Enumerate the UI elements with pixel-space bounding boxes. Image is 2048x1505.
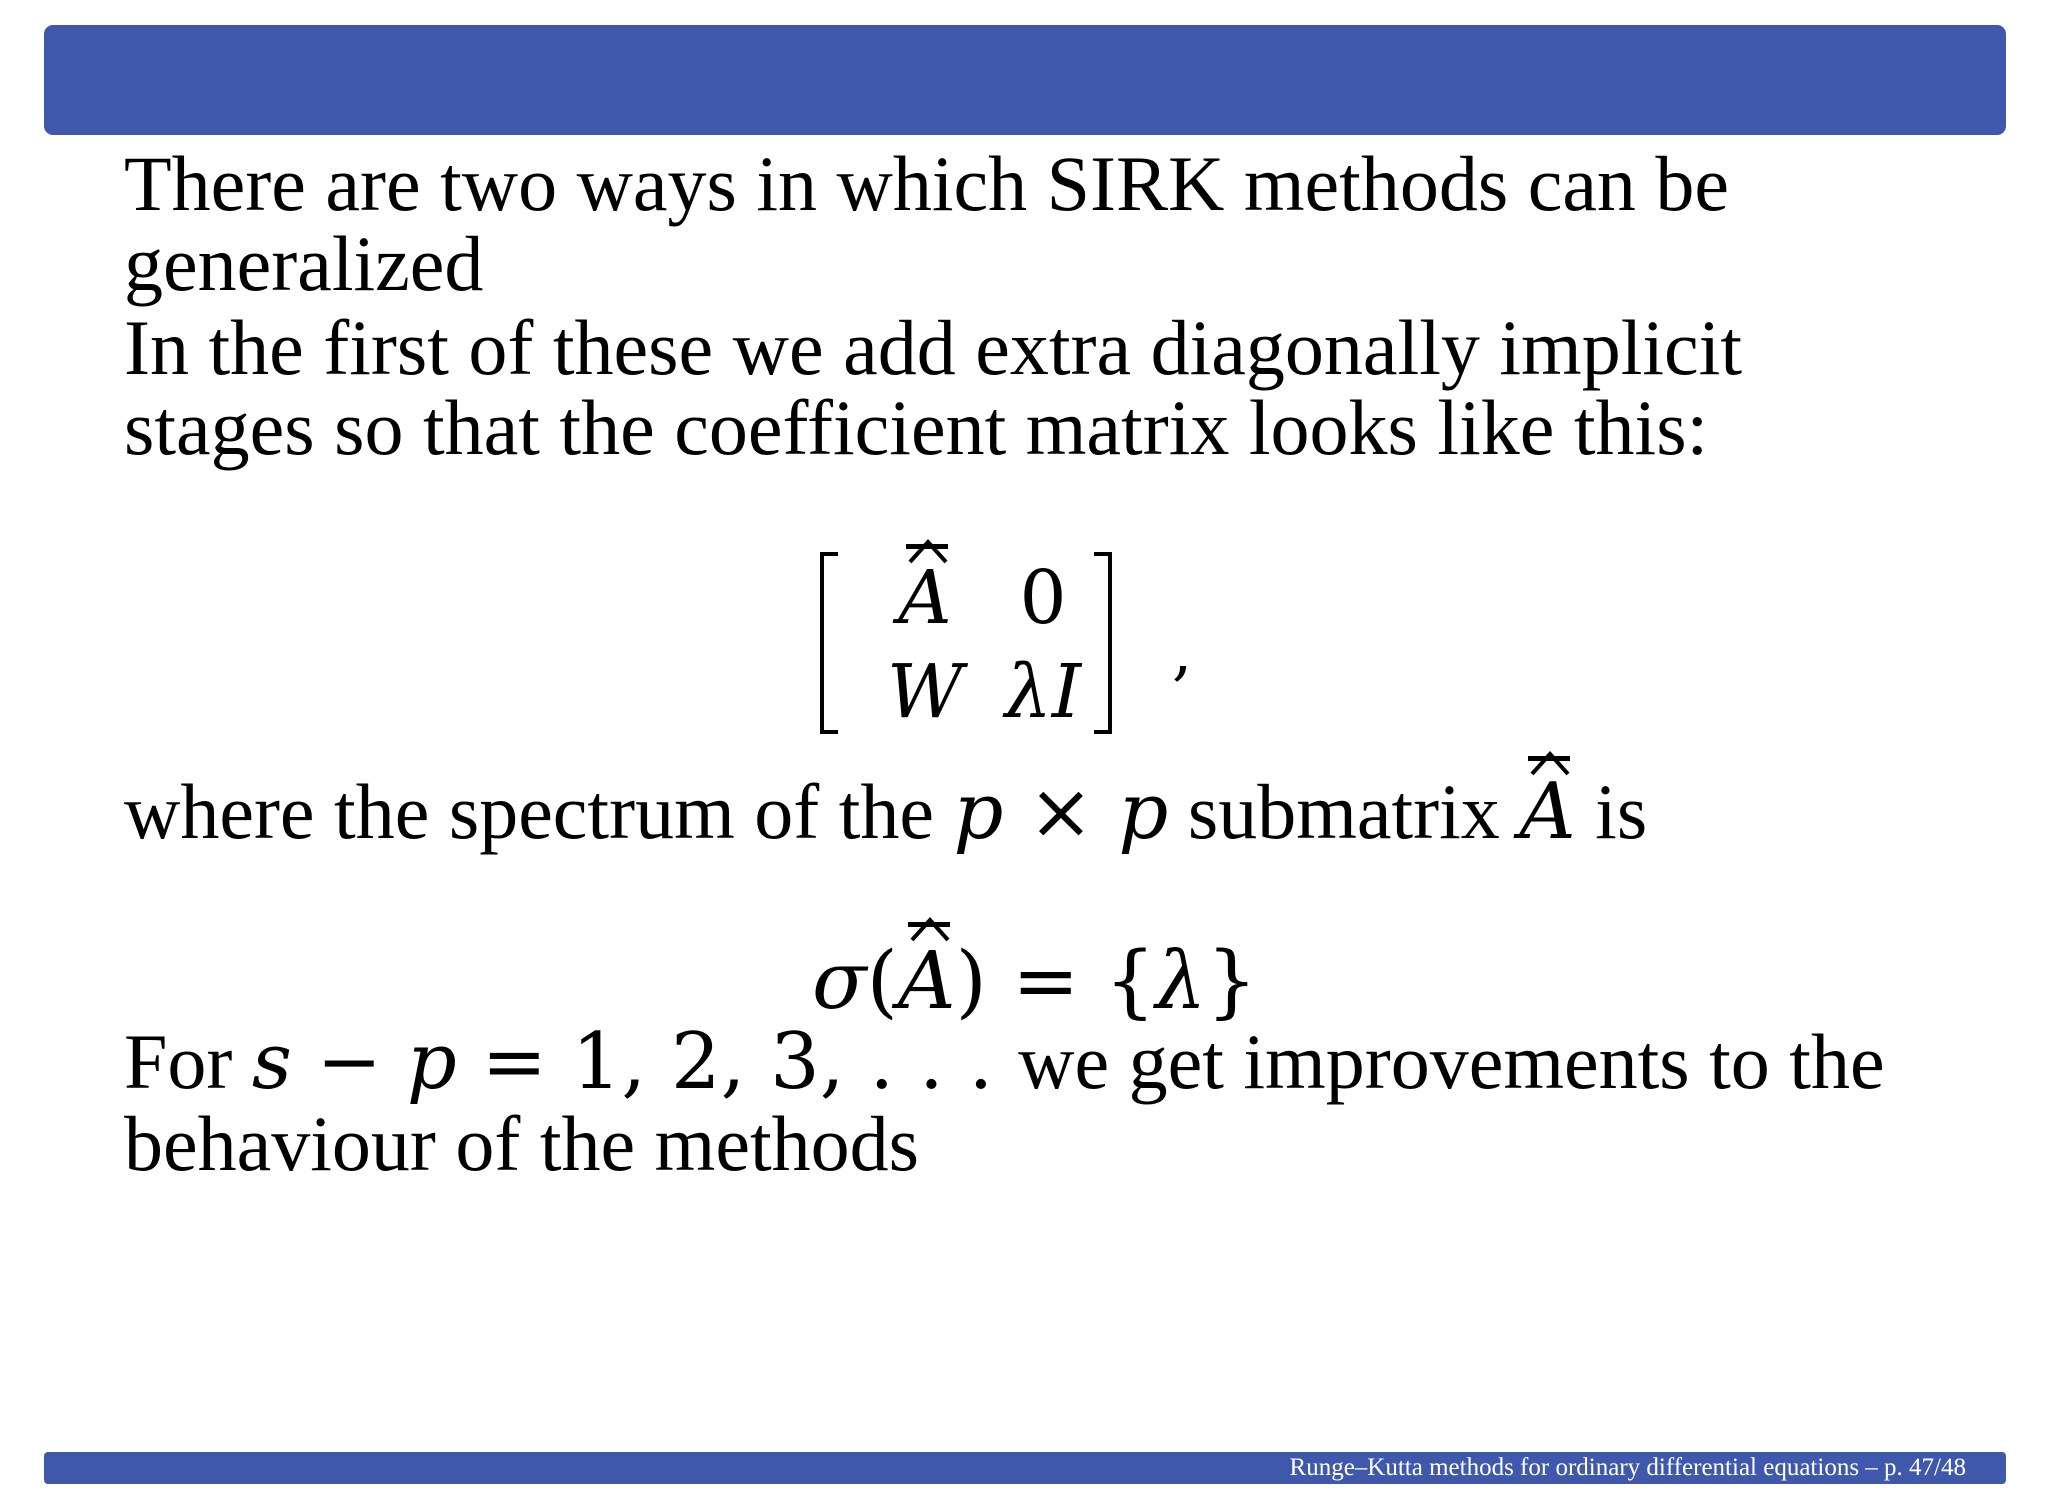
text-line-2: generalized bbox=[124, 220, 484, 307]
text-line-3: In the first of these we add extra diagonally implicit bbox=[124, 304, 1743, 391]
sigma-a: A bbox=[897, 934, 956, 1027]
matrix-comma: , bbox=[1172, 615, 1193, 689]
footer-title: Runge–Kutta methods for ordinary differential equations – p. 47/48 bbox=[1289, 1454, 1966, 1481]
where-a-hat bbox=[1519, 767, 1576, 857]
last-line: behaviour of the methods bbox=[124, 1100, 919, 1187]
for-values: = 1, 2, 3, . . . bbox=[456, 1017, 1019, 1107]
where-suffix: is bbox=[1575, 768, 1648, 855]
sigma-end: } bbox=[1206, 934, 1258, 1027]
sigma-a-hat bbox=[898, 936, 956, 1026]
right-bracket bbox=[1094, 552, 1112, 734]
block-matrix bbox=[820, 548, 1150, 738]
sigma-symbol: σ bbox=[812, 934, 867, 1027]
for-line bbox=[124, 1017, 1885, 1107]
header-bar bbox=[44, 25, 2006, 135]
sigma-open: ( bbox=[866, 934, 898, 1027]
text-line-4: stages so that the coefficient matrix looks like this: bbox=[124, 384, 1709, 471]
hat-accent-icon bbox=[910, 916, 950, 942]
where-times: × bbox=[1003, 767, 1119, 857]
where-prefix: where the spectrum of the bbox=[124, 768, 954, 855]
matrix-a11: A bbox=[898, 555, 952, 641]
for-minus: − bbox=[291, 1017, 407, 1107]
for-s: s bbox=[251, 1017, 292, 1107]
matrix-a21: W bbox=[886, 649, 964, 735]
left-bracket bbox=[820, 552, 838, 734]
where-p1: p bbox=[953, 767, 1004, 857]
footer-bar bbox=[44, 1452, 2006, 1484]
for-prefix: For bbox=[124, 1018, 252, 1105]
sigma-lambda: λ bbox=[1155, 934, 1207, 1027]
sigma-close: ) = { bbox=[955, 934, 1156, 1027]
matrix-a-hat-wrap bbox=[898, 555, 952, 641]
for-p: p bbox=[406, 1017, 457, 1107]
text-line-1: There are two ways in which SIRK methods can be bbox=[124, 140, 1730, 227]
where-mid: submatrix bbox=[1168, 768, 1520, 855]
matrix-a-hat bbox=[870, 555, 980, 641]
where-a: A bbox=[1519, 767, 1576, 857]
where-p2: p bbox=[1118, 767, 1169, 857]
matrix-a12: 0 bbox=[1019, 555, 1067, 641]
spectrum-equation bbox=[812, 936, 1257, 1026]
matrix-a22: λI bbox=[1004, 649, 1082, 735]
for-suffix: we get improvements to the bbox=[1018, 1018, 1885, 1105]
where-line bbox=[124, 767, 1648, 857]
hat-accent-icon bbox=[1530, 750, 1570, 776]
hat-accent-icon bbox=[908, 538, 948, 564]
